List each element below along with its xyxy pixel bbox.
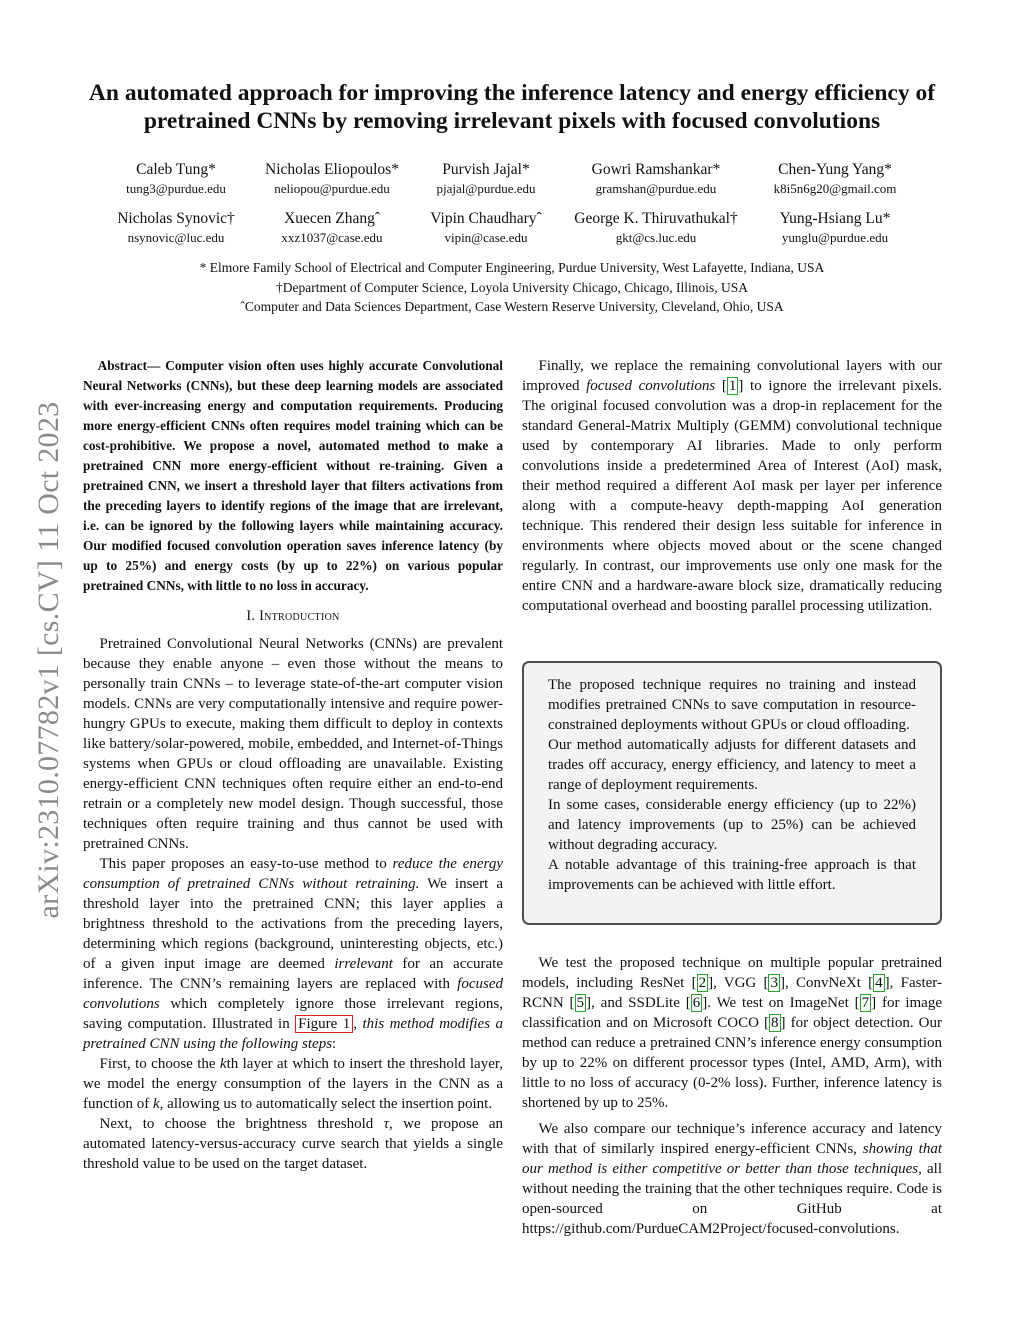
text-span: th layer at which to insert the threshold layer, we model the energy consumption of the layers in the CNN as a function of — [83, 1056, 504, 1112]
text-span: Next, to choose the brightness threshold — [99, 1116, 384, 1132]
text-span: for object detection. Our method can reduce a pretrained CNN’s inference energy consumption by up to 22% on different processor types (Intel, AMD, Arm), with little to no loss of accuracy (0-2% loss). Further, inference latency is shortened by up to 25%. — [522, 1015, 942, 1111]
arxiv-id-text: arXiv:2310.07782v1 [cs.CV] 11 Oct 2023 — [32, 401, 65, 919]
author-block — [86, 209, 266, 247]
section-title: Introduction — [259, 608, 340, 624]
intro-paragraph-1: Pretrained Convolutional Neural Networks (CNNs) are prevalent because they enable anyone – even those without the means to personally train CNNs – to leverage state-of-the-art computer vision models. CNNs are very computationally intensive and require power-hungry GPUs to execute, making them difficult to deploy in contexts like battery/solar-powered, mobile, embedded, and Internet-of-Things systems when GPUs or cloud offloading are unavailable. Existing energy-efficient CNN techniques often require either an end-to-end retrain or a completely new model design. Though successful, those techniques often require training and thus cannot be used with pretrained CNNs. — [83, 636, 503, 852]
box-point-1: The proposed technique requires no training and instead modifies pretrained CNNs to save computation in resource-constrained deployments without GPUs or cloud offloading. — [548, 677, 916, 733]
affiliation-loyola: †Department of Computer Science, Loyola University Chicago, Chicago, Illinois, USA — [275, 279, 749, 295]
affiliation-case: ˆComputer and Data Sciences Department, Case Western Reserve University, Cleveland, Ohio, USA — [240, 299, 784, 314]
author-block — [745, 209, 925, 247]
author-name: Xuecen Zhangˆ — [284, 210, 380, 227]
author-email: gramshan@purdue.edu — [595, 181, 717, 196]
author-email: k8i5n6g20@gmail.com — [773, 181, 897, 196]
text-span: First, to choose the — [99, 1056, 220, 1072]
author-block — [242, 160, 422, 198]
intro-paragraph-4 — [83, 1114, 503, 1174]
text-span: . We test on ImageNet — [707, 995, 855, 1011]
author-name: Nicholas Eliopoulos* — [265, 161, 399, 178]
author-email: neliopou@purdue.edu — [274, 181, 390, 196]
author-name: Vipin Chaudharyˆ — [430, 210, 542, 227]
emphasis-text: reduce the energy consumption of pretrained CNNs without retraining. — [83, 856, 503, 892]
figure-1-link[interactable]: Figure 1 — [295, 1015, 353, 1033]
author-email: xxz1037@case.edu — [281, 230, 383, 245]
author-email: vipin@case.edu — [444, 230, 528, 245]
text-span: , Faster-RCNN — [522, 975, 942, 1011]
math-symbol: k — [152, 1096, 160, 1112]
author-name: Chen-Yung Yang* — [778, 161, 892, 178]
box-point-4: A notable advantage of this training-free approach is that improvements can be achieved with little effort. — [548, 857, 916, 893]
text-span: , — [353, 1016, 363, 1032]
text-span: : — [332, 1036, 337, 1052]
text-span: Finally, we replace the remaining convolutional layers with our improved — [522, 358, 942, 394]
right-column-top — [522, 356, 942, 616]
citation-link[interactable]: 2 — [698, 975, 707, 991]
box-point-3: In some cases, considerable energy efficiency (up to 22%) and latency improvements (up to 25%) can be achieved without degrading accuracy. — [548, 797, 916, 853]
author-email: gkt@cs.luc.edu — [615, 230, 697, 245]
text-span: We also compare our technique’s inference accuracy and latency with that of similarly inspired energy-efficient CNNs, — [522, 1121, 942, 1157]
emphasis-text: this method modifies a pretrained CNN using the following steps — [83, 1016, 503, 1052]
left-column — [83, 356, 503, 1174]
citation-link[interactable]: 5 — [576, 995, 585, 1011]
text-span: which completely ignore those irrelevant regions, saving computation. Illustrated in — [83, 996, 503, 1032]
author-name: Nicholas Synovic† — [117, 210, 235, 227]
citation-link[interactable]: 8 — [771, 1015, 779, 1031]
affiliations — [80, 258, 944, 317]
contributions-box — [522, 661, 942, 925]
abstract: Abstract— Computer vision often uses highly accurate Convolutional Neural Networks (CNNs), but these deep learning models are associated with ever-increasing energy and computation requirements. Producing more energy-efficient CNNs often requires model training which can be cost-prohibitive. We propose a novel, automated method to make a pretrained CNN more energy-efficient without re-training. Given a pretrained CNN, we insert a threshold layer that filters activations from the preceding layers to identify regions of the image that are irrelevant, i.e. can be ignored by the following layers while maintaining accuracy. Our modified focused convolution operation saves inference latency (by up to 25%) and energy costs (by up to 22%) on various popular pretrained CNNs, with little to no loss in accuracy. — [83, 358, 503, 593]
right-paragraph-2: We test the proposed technique on multiple popular pretrained models, including ResNet [ 2 ], VGG [ 3 ], ConvNeXt [ 4 ], Faster-RCNN [ 5 ], and SSDLite [ 6 ]. We test on ImageNet [ 7 ] for image classification and on Microsoft COCO [ 8 ] for object detection. Our method can reduce a pretrained CNN’s inference energy consumption by up to 22% on different processor types (Intel, AMD, Arm), with little to no loss of accuracy (0-2% loss). Further, inference latency is shortened by up to 25%. — [522, 955, 942, 1111]
text-span: , allowing us to automatically select the insertion point. — [159, 1096, 493, 1112]
author-name: Caleb Tung* — [136, 161, 216, 178]
right-column-bottom — [522, 953, 942, 1239]
section-heading — [83, 606, 503, 626]
citation-link[interactable]: 1 — [728, 378, 737, 394]
author-block — [396, 160, 576, 198]
text-span: , all without needing the training that the other techniques require. Code is open-sourced on GitHub at https://github.com/PurdueCAM2Project/focused-convolutions. — [522, 1161, 943, 1237]
paper-title — [80, 79, 944, 135]
author-block — [566, 209, 746, 247]
author-name: Yung-Hsiang Lu* — [779, 210, 891, 227]
author-block — [566, 160, 746, 198]
affiliation-purdue: * Elmore Family School of Electrical and Computer Engineering, Purdue University, West Lafayette, Indiana, USA — [199, 260, 825, 275]
title-line-2: pretrained CNNs by removing irrelevant pixels with focused convolutions — [143, 108, 881, 134]
author-name: George K. Thiruvathukal† — [574, 210, 738, 227]
text-span: , ConvNeXt — [784, 975, 869, 991]
right-paragraph-3 — [522, 1119, 942, 1239]
arxiv-watermark — [28, 355, 70, 965]
right-paragraph-1: Finally, we replace the remaining convolutional layers with our improved focused convolutions [ 1 ] to ignore the irrelevant pixels. The original focused convolution was a drop-in replacement for the standard General-Matrix Multiply (GEMM) convolutional technique used by contemporary AI libraries. Made to only perform convolutions inside a predetermined Area of Interest (AoI) mask, their method required a different AoI mask per layer per inference along with a compute-heavy depth-mapping AoI generation technique. This rendered their design less suitable for inference in environments where objects moved about or the scene changed regularly. In contrast, our improvements use only one mask for the entire CNN and a hardware-aware block size, dramatically reducing computational overhead and boosting parallel processing utilization. — [522, 358, 942, 614]
box-point-2: Our method automatically adjusts for different datasets and trades off accuracy, energy efficiency, and latency to meet a range of deployment requirements. — [548, 737, 916, 793]
text-span: , we propose an automated latency-versus-accuracy curve search that yields a single threshold value to be used on the target dataset. — [83, 1116, 503, 1172]
text-span: for an accurate inference. The CNN’s remaining layers are replaced with — [83, 956, 503, 992]
text-span: We insert a threshold layer into the pretrained CNN; this layer applies a brightness threshold to the activations from the preceding layers, determining which regions (background, uninteresting objects, etc.) of a given input image are deemed — [83, 876, 503, 972]
emphasis-text: focused convolutions — [586, 378, 716, 394]
author-email: nsynovic@luc.edu — [127, 230, 225, 245]
emphasis-text: irrelevant — [334, 956, 393, 972]
author-block — [396, 209, 576, 247]
author-email: pjajal@purdue.edu — [436, 181, 536, 196]
author-name: Gowri Ramshankar* — [591, 161, 721, 178]
author-email: tung3@purdue.edu — [126, 181, 226, 196]
title-line-1: An automated approach for improving the inference latency and energy efficiency of — [88, 80, 936, 106]
author-block — [242, 209, 422, 247]
citation-link[interactable]: 6 — [692, 995, 701, 1011]
text-span: We test the proposed technique on multiple popular pretrained models, including ResNet — [522, 955, 942, 991]
math-symbol: τ — [383, 1116, 390, 1132]
text-span: This paper proposes an easy-to-use method to — [99, 856, 393, 872]
author-email: yunglu@purdue.edu — [781, 230, 889, 245]
citation-link[interactable]: 4 — [875, 975, 883, 991]
emphasis-text: showing that our method is either competitive or better than those techniques — [522, 1141, 942, 1177]
text-span: to ignore the irrelevant pixels. The original focused convolution was a drop-in replacement for the standard General-Matrix Multiply (GEMM) convolutional technique used by contemporary AI libraries. Made to only perform convolutions inside a predetermined Area of Interest (AoI) mask, their method required a different AoI mask per layer per inference along with a compute-heavy depth-mapping AoI generation technique. This rendered their design less suitable for inference in environments where objects moved about or the scene changed regularly. In contrast, our improvements use only one mask for the entire CNN and a hardware-aware block size, dramatically reducing computational overhead and boosting parallel processing utilization. — [522, 378, 942, 614]
emphasis-text: focused convolutions — [83, 976, 503, 1012]
author-block — [745, 160, 925, 198]
text-span: , and SSDLite — [591, 995, 686, 1011]
intro-paragraph-3 — [83, 1054, 503, 1114]
author-name: Purvish Jajal* — [442, 161, 530, 178]
section-number: I. — [246, 608, 256, 624]
text-span: for image classification and on Microsoft COCO — [522, 995, 942, 1031]
citation-link[interactable]: 7 — [861, 995, 870, 1011]
math-symbol: k — [219, 1056, 227, 1072]
text-span: , VGG — [713, 975, 764, 991]
intro-paragraph-2 — [83, 854, 503, 1054]
author-block — [86, 160, 266, 198]
citation-link[interactable]: 3 — [770, 975, 778, 991]
